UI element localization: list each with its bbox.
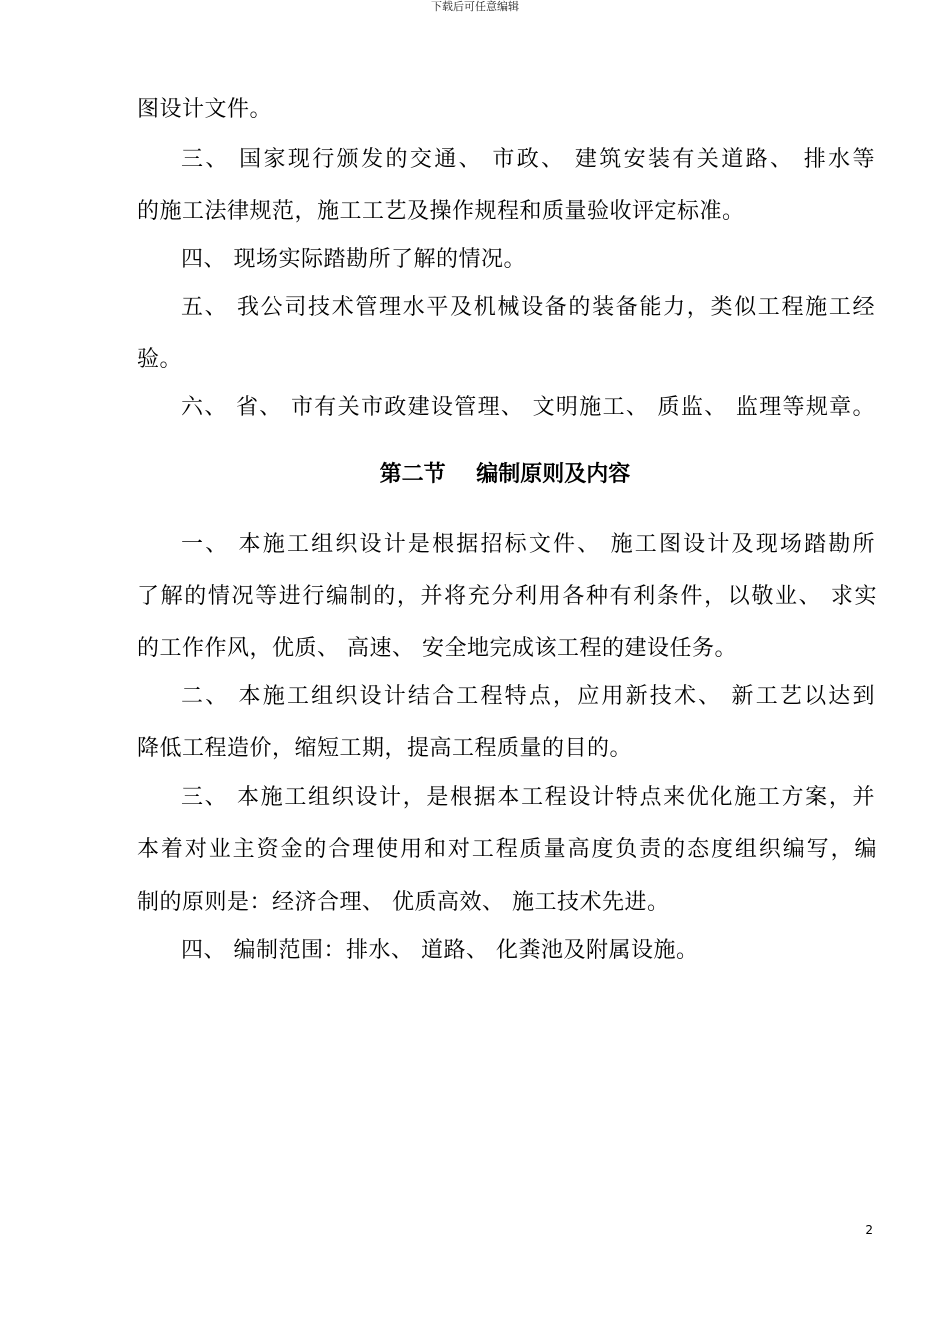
paragraph-line: 了解的情况等进行编制的，并将充分利用各种有利条件，以敬业、 求实 [137,584,877,609]
paragraph-line: 二、 本施工组织设计结合工程特点，应用新技术、 新工艺以达到 [181,684,875,709]
paragraph-line: 验。 [137,347,183,372]
paragraph-line: 五、 我公司技术管理水平及机械设备的装备能力，类似工程施工经 [181,295,875,320]
paragraph-line: 六、 省、 市有关市政建设管理、 文明施工、 质监、 监理等规章。 [181,395,875,420]
paragraph-line: 四、 编制范围：排水、 道路、 化粪池及附属设施。 [181,938,699,963]
paragraph-line: 制的原则是：经济合理、 优质高效、 施工技术先进。 [137,890,670,915]
paragraph-line: 图设计文件。 [137,97,273,122]
section-heading: 第二节 编制原则及内容 [379,462,631,487]
page-header: 下载后可任意编辑 [431,0,519,13]
paragraph-line: 的工作作风，优质、 高速、 安全地完成该工程的建设任务。 [137,636,737,661]
paragraph-line: 三、 国家现行颁发的交通、 市政、 建筑安装有关道路、 排水等 [181,147,875,172]
paragraph-line: 的施工法律规范，施工工艺及操作规程和质量验收评定标准。 [137,199,745,224]
paragraph-line: 本着对业主资金的合理使用和对工程质量高度负责的态度组织编写，编 [137,837,877,862]
paragraph-line: 三、 本施工组织设计，是根据本工程设计特点来优化施工方案，并 [181,785,875,810]
paragraph-line: 四、 现场实际踏勘所了解的情况。 [181,247,526,272]
paragraph-line: 一、 本施工组织设计是根据招标文件、 施工图设计及现场踏勘所 [181,532,875,557]
page-number: 2 [865,1223,873,1237]
paragraph-line: 降低工程造价，缩短工期，提高工程质量的目的。 [137,736,633,761]
